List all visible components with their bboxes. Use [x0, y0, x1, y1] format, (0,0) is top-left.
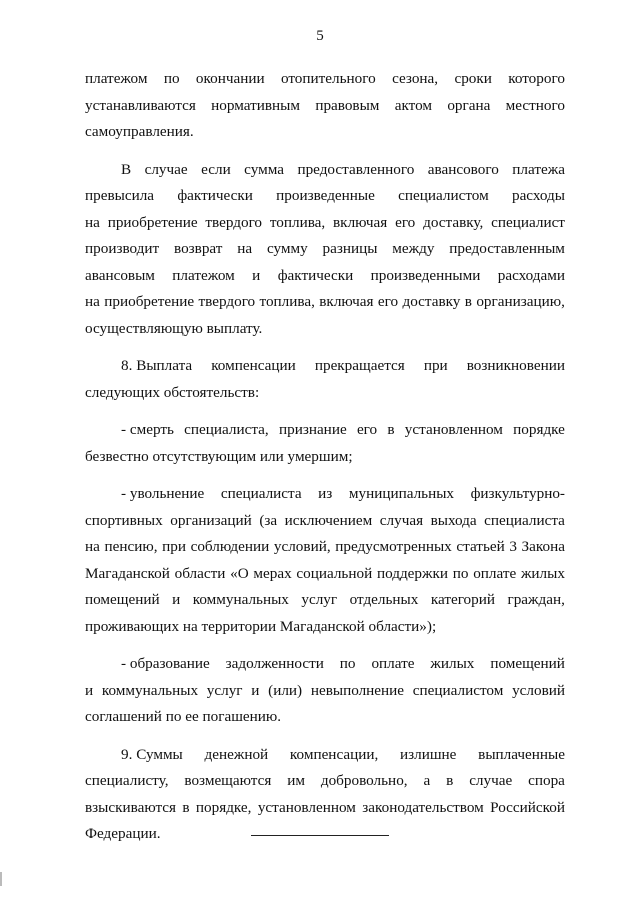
text-line	[85, 66, 565, 93]
word: по	[339, 655, 356, 672]
word: платежа	[512, 160, 565, 178]
word: области	[174, 564, 226, 582]
word: специалистом	[398, 187, 489, 204]
word: разницы	[322, 240, 378, 257]
word: нормативным	[211, 96, 300, 114]
word: специалистом	[412, 681, 504, 699]
word: твердого	[198, 293, 256, 310]
word: добровольно,	[320, 772, 408, 789]
word: сроки	[454, 70, 492, 87]
word: при	[162, 538, 186, 555]
word: специалиста	[220, 485, 302, 502]
paragraph	[85, 66, 565, 146]
word: порядке,	[195, 798, 252, 816]
word: В	[121, 160, 132, 178]
word: его	[356, 421, 378, 438]
word: самоуправления.	[85, 123, 194, 140]
word: специалисту,	[85, 772, 169, 789]
word: топлива,	[269, 213, 326, 231]
word: на	[85, 213, 100, 231]
word: жилых	[520, 564, 565, 582]
paragraph	[85, 481, 565, 640]
word: на	[85, 538, 100, 555]
word: социальной	[296, 564, 373, 582]
word: «О	[230, 564, 249, 582]
word: сумму	[266, 240, 308, 257]
word: муниципальных	[348, 485, 455, 502]
end-divider	[251, 835, 389, 836]
text-line	[85, 119, 565, 146]
text-line	[85, 678, 565, 705]
word: возврат	[174, 240, 223, 257]
word: в	[446, 772, 454, 789]
paragraph	[85, 417, 565, 470]
word: им	[287, 772, 305, 789]
word: услуг	[301, 591, 338, 608]
word: его	[395, 213, 416, 231]
text-line	[85, 587, 565, 614]
word: случае	[144, 160, 188, 178]
text-line	[85, 183, 565, 210]
text-line	[85, 444, 565, 471]
word: физкультурно-	[470, 485, 565, 502]
word: Российской	[490, 798, 565, 816]
paragraph	[85, 742, 565, 848]
word: поддержки	[376, 564, 449, 582]
word: осуществляющую выплату.	[85, 319, 263, 337]
text-line	[85, 236, 565, 263]
paragraph-gap	[85, 342, 565, 353]
word: безвестно отсутствующим или умершим;	[85, 447, 353, 465]
word: местного	[505, 96, 565, 114]
word: устанавливаются	[85, 96, 196, 114]
word: Федерации.	[85, 825, 161, 842]
word: произведенные	[276, 187, 375, 204]
word: если	[201, 160, 231, 178]
text-line	[85, 289, 565, 316]
word: 8. Выплата	[121, 357, 193, 374]
word: оплате	[473, 564, 517, 582]
word: организаций	[170, 511, 252, 529]
word: - смерть	[121, 421, 174, 438]
word: авансового	[427, 160, 499, 178]
text-line	[85, 380, 565, 407]
word: (за	[259, 511, 278, 529]
word: компенсации	[211, 357, 296, 374]
word: (или)	[268, 681, 303, 699]
word: расходы	[511, 187, 565, 204]
word: а	[423, 772, 431, 789]
word: доставку,	[423, 213, 484, 231]
word: специалист	[491, 213, 565, 231]
word: на	[237, 240, 253, 257]
word: жилых	[430, 655, 475, 672]
word: в	[464, 293, 472, 310]
word: случае	[469, 772, 513, 789]
word: твердого	[205, 213, 263, 231]
word: выплаченные	[478, 745, 565, 763]
word: законодательством	[362, 798, 484, 816]
word: в	[182, 798, 190, 816]
word: правовым	[315, 96, 380, 114]
paragraph-gap	[85, 146, 565, 157]
word: условий	[512, 681, 565, 699]
word: которого	[508, 70, 565, 87]
word: пенсию,	[104, 538, 158, 555]
text-line	[85, 353, 565, 380]
word: спортивных	[85, 511, 163, 529]
paragraph-gap	[85, 640, 565, 651]
word: излишне	[400, 745, 457, 763]
paragraph	[85, 353, 565, 406]
word: соглашений по ее погашению.	[85, 708, 282, 725]
word: компенсации,	[289, 745, 379, 763]
word: его	[377, 293, 399, 310]
word: 3	[509, 538, 517, 555]
word: проживающих на территории Магаданской области»);	[85, 617, 437, 635]
word: статьей	[456, 538, 505, 555]
word: и	[251, 681, 260, 699]
word: признание	[278, 421, 347, 438]
text-line	[85, 481, 565, 508]
word: - увольнение	[121, 485, 205, 502]
word: случая	[379, 511, 424, 529]
word: мерах	[253, 564, 292, 582]
word: 9. Суммы	[121, 745, 183, 763]
word: окончании	[195, 70, 265, 87]
text-line	[85, 210, 565, 237]
word: между	[392, 240, 435, 257]
word: превысила	[85, 187, 155, 204]
word: невыполнение	[310, 681, 405, 699]
word: организацию,	[476, 293, 565, 310]
word: задолженности	[225, 655, 324, 672]
word: выхода	[430, 511, 477, 529]
word: доставку	[402, 293, 461, 310]
word: коммунальных	[192, 591, 289, 608]
word: специалиста	[484, 511, 565, 529]
word: условий,	[273, 538, 331, 555]
text-line	[85, 561, 565, 588]
word: и	[85, 681, 94, 699]
word: специалиста,	[184, 421, 269, 438]
word: платежом	[172, 266, 235, 284]
word: помещений	[490, 655, 565, 672]
word: помещений	[85, 591, 160, 608]
word: предусмотренных	[335, 538, 452, 555]
paragraph	[85, 157, 565, 343]
word: сумма	[244, 160, 284, 178]
paragraph	[85, 651, 565, 731]
word: произведенными	[370, 266, 481, 284]
text-line	[85, 651, 565, 678]
word: приобретение	[107, 213, 198, 231]
word: денежной	[204, 745, 269, 763]
word: при	[423, 357, 448, 374]
word: соблюдении	[190, 538, 270, 555]
word: сезона,	[392, 70, 439, 87]
text-line	[85, 614, 565, 641]
document-body	[85, 66, 565, 848]
scan-margin-mark	[0, 872, 2, 886]
word: возмещаются	[184, 772, 272, 789]
word: приобретение	[104, 293, 195, 310]
word: следующих обстоятельств:	[85, 383, 260, 401]
word: на	[85, 293, 100, 310]
word: фактически	[277, 266, 354, 284]
text-line	[85, 263, 565, 290]
text-line	[85, 742, 565, 769]
word: топлива,	[259, 293, 315, 310]
word: порядке	[513, 421, 565, 438]
word: Магаданской	[85, 564, 170, 582]
word: отопительного	[280, 70, 376, 87]
text-line	[85, 157, 565, 184]
word: в	[387, 421, 395, 438]
word: авансовым	[85, 266, 155, 284]
word: по	[452, 564, 469, 582]
word: граждан,	[507, 591, 565, 608]
text-line	[85, 316, 565, 343]
word: органа	[447, 96, 491, 114]
text-line	[85, 768, 565, 795]
paragraph-gap	[85, 406, 565, 417]
word: отдельных	[349, 591, 419, 608]
word: - образование	[121, 655, 210, 672]
word: и	[252, 266, 261, 284]
word: услуг	[206, 681, 243, 699]
word: взыскиваются	[85, 798, 177, 816]
word: Закона	[521, 538, 565, 555]
word: включая	[333, 213, 388, 231]
word: и	[172, 591, 181, 608]
word: возникновении	[466, 357, 565, 374]
paragraph-gap	[85, 470, 565, 481]
text-line	[85, 704, 565, 731]
word: установленном	[257, 798, 356, 816]
word: установленном	[404, 421, 503, 438]
text-line	[85, 795, 565, 822]
word: платежом	[85, 70, 148, 87]
text-line	[85, 534, 565, 561]
word: включая	[319, 293, 374, 310]
word: актом	[394, 96, 433, 114]
word: категорий	[430, 591, 495, 608]
word: оплате	[371, 655, 415, 672]
word: предоставленным	[449, 240, 565, 257]
paragraph-gap	[85, 731, 565, 742]
word: исключением	[284, 511, 373, 529]
page-number: 5	[316, 28, 324, 44]
word: прекращается	[314, 357, 405, 374]
word: предоставленного	[297, 160, 415, 178]
word: расходами	[497, 266, 565, 284]
word: производит	[85, 240, 160, 257]
word: спора	[528, 772, 565, 789]
text-line	[85, 508, 565, 535]
text-line	[85, 93, 565, 120]
word: из	[318, 485, 333, 502]
text-line	[85, 417, 565, 444]
word: фактически	[177, 187, 253, 204]
word: коммунальных	[101, 681, 199, 699]
word: по	[163, 70, 180, 87]
